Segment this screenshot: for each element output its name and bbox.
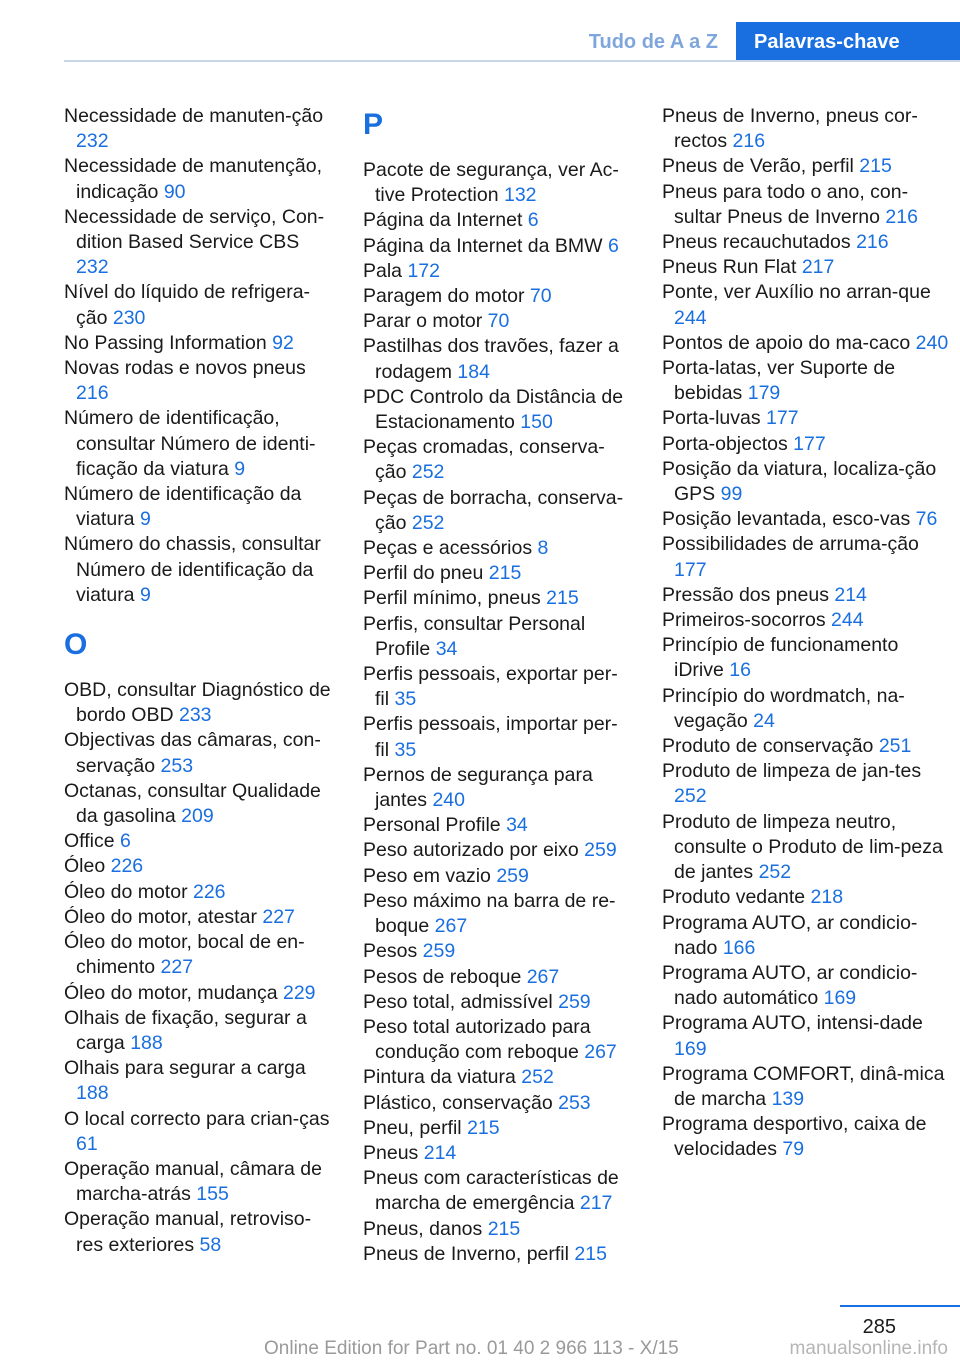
index-entry-page-link[interactable]: 214 xyxy=(423,1141,457,1164)
index-entry-page-link[interactable]: 184 xyxy=(457,360,490,383)
index-entry-term: Peças cromadas, conserva-ção xyxy=(363,436,605,484)
index-entry-page-link[interactable]: 259 xyxy=(558,990,591,1013)
index-entry-term: Pneus, danos xyxy=(363,1217,488,1240)
index-entry-term: Perfis pessoais, importar per-fil xyxy=(363,713,618,761)
index-entry-page-link[interactable]: 34 xyxy=(435,637,458,660)
index-entry-term: Olhais para segurar a carga xyxy=(64,1057,306,1080)
index-entry xyxy=(64,854,332,879)
index-entry-page-link[interactable]: 252 xyxy=(411,461,445,484)
index-entry xyxy=(64,406,332,482)
index-entry-page-link[interactable]: 24 xyxy=(753,709,775,732)
index-entry-term: Perfis, consultar Personal Profile xyxy=(363,612,586,660)
index-entry xyxy=(64,1107,332,1157)
index-entry xyxy=(363,586,631,611)
index-column-1 xyxy=(64,104,332,1258)
index-entry-page-link[interactable]: 61 xyxy=(76,1132,98,1155)
index-entry-term: Pesos de reboque xyxy=(363,965,527,988)
index-entry-page-link[interactable]: 70 xyxy=(529,285,552,308)
index-letter-heading: O xyxy=(64,628,88,662)
index-entry-page-link[interactable]: 216 xyxy=(732,130,766,153)
index-entry xyxy=(363,1141,631,1166)
index-entry xyxy=(662,810,952,886)
index-entry-term: Nível do líquido de refrigera-ção xyxy=(64,281,311,329)
index-entry xyxy=(662,180,952,230)
index-entry xyxy=(363,1065,631,1090)
index-entry-page-link[interactable]: 251 xyxy=(878,735,912,758)
index-entry xyxy=(363,763,631,813)
index-entry xyxy=(363,284,631,309)
index-entry-page-link[interactable]: 215 xyxy=(488,562,522,585)
index-entry-page-link[interactable]: 9 xyxy=(234,457,246,480)
index-entry-page-link[interactable]: 215 xyxy=(574,1242,607,1265)
section-tab-keywords[interactable]: Palavras-chave xyxy=(736,22,960,62)
index-entry-term: Porta-latas, ver Suporte de bebidas xyxy=(662,357,896,405)
index-entry-page-link[interactable]: 244 xyxy=(674,306,707,329)
index-entry-term: Produto de conservação xyxy=(662,735,879,758)
index-entry-page-link[interactable]: 217 xyxy=(801,256,835,279)
index-entry-term: Octanas, consultar Qualidade da gasolina xyxy=(64,779,321,828)
index-entry xyxy=(64,482,332,532)
index-entry-term: Peso máximo na barra de re-boque xyxy=(363,889,616,938)
index-entry-term: Posição levantada, esco-vas xyxy=(662,508,916,531)
index-entry-term: Óleo do motor xyxy=(64,880,193,903)
index-entry-page-link[interactable]: 216 xyxy=(885,205,918,228)
index-entry xyxy=(662,280,952,330)
index-entry xyxy=(363,1015,631,1065)
index-entry-term: Pintura da viatura xyxy=(363,1066,522,1089)
index-entry-term: Operação manual, câmara de marcha-atrás xyxy=(64,1157,322,1206)
index-entry-term: Ponte, ver Auxílio no arran-que xyxy=(662,281,931,304)
index-entry xyxy=(64,678,332,728)
index-entry xyxy=(363,1242,631,1267)
index-entry-page-link[interactable]: 209 xyxy=(181,805,214,828)
index-entry xyxy=(662,911,952,961)
page-header xyxy=(64,22,960,62)
index-entry xyxy=(363,990,631,1015)
index-entry xyxy=(64,331,332,356)
index-entry xyxy=(64,880,332,905)
index-entry-page-link[interactable]: 259 xyxy=(584,839,617,862)
index-entry xyxy=(363,385,631,435)
index-entry xyxy=(363,309,631,334)
index-entry-term: Office xyxy=(64,830,120,853)
index-entry xyxy=(662,608,952,633)
index-entry xyxy=(662,104,952,154)
index-entry xyxy=(662,1062,952,1112)
index-entry xyxy=(64,356,332,406)
index-entry xyxy=(662,356,952,406)
index-entry-term: Necessidade de serviço, Con-dition Based Service CBS xyxy=(64,205,325,254)
index-entry-page-link[interactable]: 139 xyxy=(771,1087,805,1110)
index-entry xyxy=(662,532,952,582)
index-entry-term: Programa COMFORT, dinâ-mica de marcha xyxy=(662,1062,945,1110)
index-entry-term: Pneus recauchutados xyxy=(662,231,857,254)
page-number: 285 xyxy=(862,1316,896,1338)
index-entry-term: Porta-objectos xyxy=(662,432,794,455)
index-entry xyxy=(662,406,952,431)
index-entry-page-link[interactable]: 217 xyxy=(579,1192,613,1215)
index-entry xyxy=(363,838,631,863)
index-entry xyxy=(64,280,332,330)
index-entry xyxy=(363,259,631,284)
index-entry-page-link[interactable]: 9 xyxy=(139,583,151,606)
index-entry-term: Pontos de apoio do ma-caco xyxy=(662,331,916,354)
index-entry-term: Peso autorizado por eixo xyxy=(363,839,585,862)
index-entry-page-link[interactable]: 215 xyxy=(546,587,579,610)
index-entry xyxy=(363,234,631,259)
index-entry-term: Olhais de fixação, segurar a carga xyxy=(64,1006,307,1054)
section-tab-a-z[interactable]: Tudo de A a Z xyxy=(588,31,718,53)
index-entry-page-link[interactable]: 216 xyxy=(76,382,109,405)
index-entry-page-link[interactable]: 9 xyxy=(139,508,151,531)
index-entry-term: Programa desportivo, caixa de velocidades xyxy=(662,1113,927,1161)
index-entry-page-link[interactable]: 230 xyxy=(112,306,146,329)
index-entry-term: Princípio do wordmatch, na-vegação xyxy=(662,684,905,732)
index-entry xyxy=(64,829,332,854)
index-entry xyxy=(363,158,631,208)
index-entry-page-link[interactable]: 215 xyxy=(467,1116,500,1139)
index-entry-page-link[interactable]: 8 xyxy=(537,537,549,560)
index-entry-term: No Passing Information xyxy=(64,331,273,354)
index-entry-term: Pressão dos pneus xyxy=(662,583,835,606)
index-entry-term: Necessidade de manuten-ção xyxy=(64,105,324,127)
index-entry xyxy=(363,965,631,990)
index-entry-page-link[interactable]: 70 xyxy=(487,310,510,333)
index-entry-page-link[interactable]: 99 xyxy=(720,483,743,506)
index-entry-page-link[interactable]: 34 xyxy=(506,814,528,837)
index-entry-term: Produto vedante xyxy=(662,886,811,909)
index-entry-term: Peso total, admissível xyxy=(363,990,559,1013)
index-entry xyxy=(64,905,332,930)
index-entry-page-link[interactable]: 267 xyxy=(526,965,560,988)
index-entry-term: Novas rodas e novos pneus xyxy=(64,357,306,380)
index-entry-term: Personal Profile xyxy=(363,814,507,837)
index-entry xyxy=(363,712,631,762)
index-entry-page-link[interactable]: 169 xyxy=(674,1037,707,1060)
index-entry xyxy=(363,1091,631,1116)
index-entry-term: Pernos de segurança para jantes xyxy=(363,763,593,812)
index-entry xyxy=(64,154,332,204)
index-entry-page-link[interactable]: 166 xyxy=(722,936,756,959)
index-entry-term: Objectivas das câmaras, con-servação xyxy=(64,729,321,777)
index-entry-page-link[interactable]: 244 xyxy=(831,609,864,632)
index-entry-page-link[interactable]: 252 xyxy=(758,861,792,884)
index-entry-page-link[interactable]: 267 xyxy=(434,915,468,938)
index-entry xyxy=(662,331,952,356)
index-entry-term: Pneus para todo o ano, con-sultar Pneus de Inverno xyxy=(662,180,909,228)
index-entry xyxy=(662,230,952,255)
index-entry-term: Parar o motor xyxy=(363,310,488,333)
index-entry-term: OBD, consultar Diagnóstico de bordo OBD xyxy=(64,679,331,727)
index-entry-term: Peso em vazio xyxy=(363,864,497,887)
index-entry-term: Número de identificação da viatura xyxy=(64,483,302,531)
index-entry xyxy=(662,507,952,532)
index-entry xyxy=(363,536,631,561)
index-entry xyxy=(662,885,952,910)
index-entry-page-link[interactable]: 240 xyxy=(432,789,465,812)
index-entry-term: Possibilidades de arruma-ção xyxy=(662,533,919,556)
index-entry xyxy=(662,1011,952,1061)
index-entry-term: Pneus xyxy=(363,1141,424,1164)
index-letter-heading: P xyxy=(363,108,384,141)
index-entry-page-link[interactable]: 233 xyxy=(178,704,212,727)
index-entry xyxy=(64,1157,332,1207)
index-entry-page-link[interactable]: 35 xyxy=(394,738,417,761)
index-entry-term: Pneus de Inverno, pneus cor-rectos xyxy=(662,105,918,153)
index-entry xyxy=(662,583,952,608)
index-entry xyxy=(363,1217,631,1242)
index-entry-term: Princípio de funcionamento iDrive xyxy=(662,634,899,682)
index-entry xyxy=(363,939,631,964)
index-entry-term: Programa AUTO, ar condicio-nado automático xyxy=(662,961,918,1010)
index-entry-page-link[interactable]: 267 xyxy=(584,1041,617,1064)
index-entry-term: Perfil do pneu xyxy=(363,562,489,585)
index-entry xyxy=(363,486,631,536)
index-entry-term: Posição da viatura, localiza-ção GPS xyxy=(662,457,937,506)
index-entry xyxy=(662,684,952,734)
index-entry-term: Pneu, perfil xyxy=(363,1116,468,1139)
index-entry-term: Perfis pessoais, exportar per-fil xyxy=(363,663,618,711)
index-entry xyxy=(363,334,631,384)
index-entry xyxy=(64,1006,332,1056)
index-entry xyxy=(64,728,332,778)
index-entry xyxy=(363,662,631,712)
index-entry xyxy=(662,457,952,507)
index-entry-page-link[interactable]: 232 xyxy=(76,256,109,279)
index-entry-page-link[interactable]: 253 xyxy=(558,1091,591,1114)
index-entry-page-link[interactable]: 226 xyxy=(110,855,144,878)
index-entry-page-link[interactable]: 179 xyxy=(747,382,781,405)
index-entry-page-link[interactable]: 214 xyxy=(834,583,867,606)
index-entry-page-link[interactable]: 226 xyxy=(192,880,226,903)
index-entry xyxy=(662,633,952,683)
index-entry-term: Número de identificação, consultar Número de identi-ficação da viatura xyxy=(64,407,316,480)
index-entry-page-link[interactable]: 92 xyxy=(272,331,294,354)
index-entry xyxy=(64,205,332,281)
index-entry-term: Peças e acessórios xyxy=(363,537,538,560)
index-entry-term: Pneus de Inverno, perfil xyxy=(363,1242,575,1265)
index-entry xyxy=(662,154,952,179)
index-entry-term: Óleo do motor, mudança xyxy=(64,981,283,1004)
index-entry-page-link[interactable]: 16 xyxy=(729,659,751,682)
index-entry-term: Pneus com características de marcha de emergência xyxy=(363,1167,619,1215)
edition-note: Online Edition for Part no. 01 40 2 966 113 - X/15 xyxy=(264,1338,679,1359)
index-entry xyxy=(662,759,952,809)
index-entry-term: PDC Controlo da Distância de Estacionamento xyxy=(363,385,624,434)
index-entry-page-link[interactable]: 155 xyxy=(196,1183,229,1206)
index-entry-term: Programa AUTO, ar condicio-nado xyxy=(662,911,918,959)
index-entry-term: Produto de limpeza neutro, consulte o Produto de lim-peza de jantes xyxy=(662,810,943,884)
index-entry xyxy=(363,813,631,838)
index-entry-term: Porta-luvas xyxy=(662,407,767,430)
index-entry-term: Página da Internet xyxy=(363,209,528,232)
index-entry xyxy=(64,779,332,829)
index-entry-page-link[interactable]: 188 xyxy=(130,1031,163,1054)
index-entry-term: Pala xyxy=(363,259,408,282)
index-entry xyxy=(363,889,631,939)
index-entry xyxy=(662,255,952,280)
index-entry-page-link[interactable]: 177 xyxy=(674,558,707,581)
index-entry-page-link[interactable]: 6 xyxy=(120,830,131,853)
index-entry-page-link[interactable]: 252 xyxy=(674,785,707,808)
index-entry-page-link[interactable]: 188 xyxy=(76,1082,109,1105)
index-entry-page-link[interactable]: 240 xyxy=(915,331,949,354)
footer-rule xyxy=(840,1305,960,1307)
index-entry-term: Pneus Run Flat xyxy=(662,256,802,279)
index-entry-page-link[interactable]: 6 xyxy=(527,209,539,232)
index-entry xyxy=(363,435,631,485)
index-entry-page-link[interactable]: 177 xyxy=(793,432,826,455)
index-entry-page-link[interactable]: 215 xyxy=(859,155,892,178)
index-entry-term: Necessidade de manutenção, indicação xyxy=(64,155,323,203)
index-entry xyxy=(64,930,332,980)
header-rule xyxy=(64,60,960,62)
watermark-text: manualsonline.info xyxy=(789,1338,948,1359)
index-entry-page-link[interactable]: 172 xyxy=(407,259,440,282)
index-entry-page-link[interactable]: 6 xyxy=(607,234,619,257)
index-entry xyxy=(363,208,631,233)
index-entry-term: Óleo do motor, atestar xyxy=(64,905,263,928)
index-entry-term: Primeiros-socorros xyxy=(662,609,832,632)
index-entry-term: Programa AUTO, intensi-dade xyxy=(662,1012,923,1035)
index-entry xyxy=(662,432,952,457)
index-entry xyxy=(363,612,631,662)
index-entry-page-link[interactable]: 218 xyxy=(810,886,844,909)
index-entry-term: Pneus de Verão, perfil xyxy=(662,155,860,178)
index-entry-page-link[interactable]: 227 xyxy=(262,905,295,928)
index-entry-term: Número do chassis, consultar Número de identificação da viatura xyxy=(64,533,321,606)
index-entry xyxy=(363,1116,631,1141)
index-entry-term: Pastilhas dos travões, fazer a rodagem xyxy=(363,335,619,383)
index-entry-term: Produto de limpeza de jan-tes xyxy=(662,760,922,783)
index-entry-page-link[interactable]: 79 xyxy=(782,1138,805,1161)
index-entry-term: Página da Internet da BMW xyxy=(363,234,608,257)
index-entry xyxy=(64,104,332,154)
index-entry xyxy=(662,1112,952,1162)
index-column-2 xyxy=(363,104,631,1267)
index-entry-term: Óleo do motor, bocal de en-chimento xyxy=(64,931,305,979)
index-entry xyxy=(64,981,332,1006)
index-entry-term: Peças de borracha, conserva-ção xyxy=(363,486,624,534)
index-entry-page-link[interactable]: 35 xyxy=(394,688,417,711)
index-entry-term: Óleo xyxy=(64,855,111,878)
index-entry-page-link[interactable]: 253 xyxy=(160,754,194,777)
index-entry-page-link[interactable]: 150 xyxy=(520,411,553,434)
index-entry-page-link[interactable]: 227 xyxy=(160,956,194,979)
index-entry-page-link[interactable]: 169 xyxy=(823,987,857,1010)
index-column-3 xyxy=(662,104,952,1163)
index-entry-term: Pesos xyxy=(363,940,423,963)
index-entry-term: Operação manual, retroviso-res exteriores xyxy=(64,1208,312,1256)
index-entry-page-link[interactable]: 177 xyxy=(766,407,799,430)
index-entry xyxy=(64,1056,332,1106)
index-entry xyxy=(363,864,631,889)
index-entry xyxy=(662,961,952,1011)
index-entry-page-link[interactable]: 58 xyxy=(199,1233,222,1256)
index-entry-page-link[interactable]: 216 xyxy=(856,231,889,254)
index-entry-page-link[interactable]: 229 xyxy=(282,981,316,1004)
index-entry-page-link[interactable]: 90 xyxy=(163,180,186,203)
index-entry-page-link[interactable]: 132 xyxy=(503,184,537,207)
index-entry-page-link[interactable]: 76 xyxy=(915,508,938,531)
index-entry-page-link[interactable]: 215 xyxy=(487,1217,521,1240)
index-entry-page-link[interactable]: 252 xyxy=(411,511,445,534)
index-entry-term: Perfil mínimo, pneus xyxy=(363,587,547,610)
index-entry-term: Plástico, conservação xyxy=(363,1091,559,1114)
index-entry-page-link[interactable]: 259 xyxy=(496,864,529,887)
index-entry xyxy=(64,532,332,608)
index-entry xyxy=(662,734,952,759)
index-entry xyxy=(64,1207,332,1257)
index-entry-term: O local correcto para crian-ças xyxy=(64,1107,330,1130)
index-entry-term: Pacote de segurança, ver Ac-tive Protection xyxy=(363,159,619,207)
index-entry-page-link[interactable]: 259 xyxy=(422,940,456,963)
index-entry-term: Peso total autorizado para condução com reboque xyxy=(363,1015,591,1064)
index-entry-term: Paragem do motor xyxy=(363,285,530,308)
index-entry xyxy=(363,561,631,586)
index-entry xyxy=(363,1166,631,1216)
index-entry-page-link[interactable]: 232 xyxy=(76,130,109,153)
index-entry-page-link[interactable]: 252 xyxy=(521,1066,554,1089)
